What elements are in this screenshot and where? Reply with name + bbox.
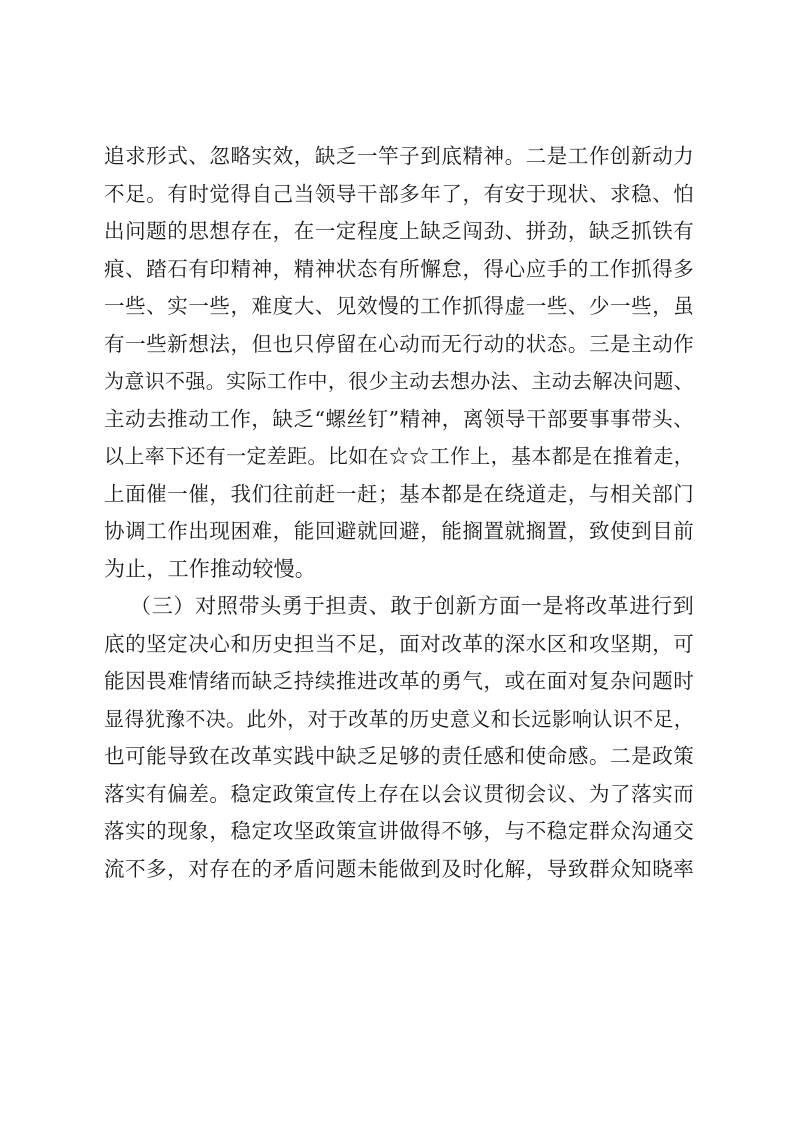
text-line: 能因畏难情绪而缺乏持续推进改革的勇气，或在面对复杂问题时: [104, 669, 694, 693]
text-line: 显得犹豫不决。此外，对于改革的历史意义和长远影响认识不足，: [104, 706, 694, 731]
body-text: [104, 138, 694, 888]
section-heading-line: （三）对照带头勇于担责、敢于创新方面一是将改革进行到: [130, 594, 694, 618]
text-line: 以上率下还有一定差距。比如在☆☆工作上，基本都是在推着走，: [104, 444, 694, 468]
text-line: 出问题的思想存在，在一定程度上缺乏闯劲、拼劲，缺乏抓铁有: [104, 219, 694, 243]
text-line: 上面催一催，我们往前赶一赶；基本都是在绕道走，与相关部门: [104, 481, 694, 506]
text-line: 落实的现象，稳定攻坚政策宣讲做得不够，与不稳定群众沟通交: [104, 819, 694, 843]
text-line: 一些、实一些，难度大、见效慢的工作抓得虚一些、少一些，虽: [104, 294, 694, 318]
text-line: 落实有偏差。稳定政策宣传上存在以会议贯彻会议、为了落实而: [104, 781, 694, 806]
text-line: 追求形式、忽略实效，缺乏一竿子到底精神。二是工作创新动力: [104, 144, 694, 168]
text-line: 为意识不强。实际工作中，很少主动去想办法、主动去解决问题、: [104, 369, 694, 393]
text-line: 也可能导致在改革实践中缺乏足够的责任感和使命感。二是政策: [104, 744, 694, 768]
text-line: 流不多，对存在的矛盾问题未能做到及时化解，导致群众知晓率: [104, 856, 694, 881]
text-line: 底的坚定决心和历史担当不足，面对改革的深水区和攻坚期，可: [104, 631, 694, 656]
text-line: 为止，工作推动较慢。: [104, 556, 316, 581]
text-line: 协调工作出现困难，能回避就回避，能搁置就搁置，致使到目前: [104, 519, 694, 543]
text-line: 痕、踏石有印精神，精神状态有所懈怠，得心应手的工作抓得多: [104, 256, 694, 281]
text-line: 不足。有时觉得自己当领导干部多年了，有安于现状、求稳、怕: [104, 181, 694, 206]
text-line: 主动去推动工作，缺乏“螺丝钉”精神，离领导干部要事事带头、: [104, 406, 694, 431]
text-line: 有一些新想法，但也只停留在心动而无行动的状态。三是主动作: [104, 331, 694, 356]
